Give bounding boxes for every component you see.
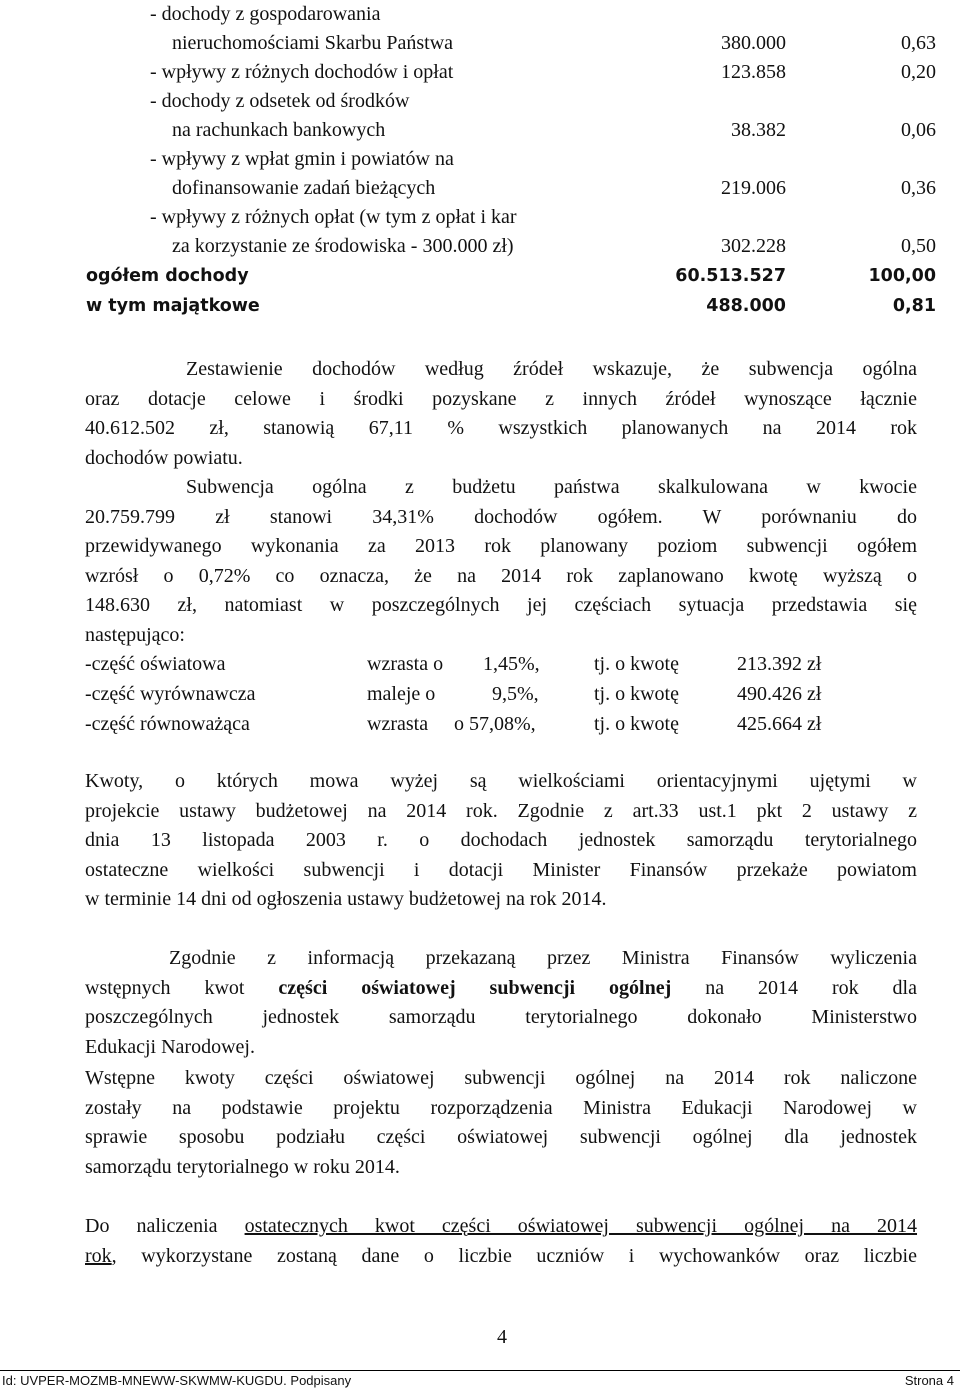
- total-percent: 100,00: [868, 266, 936, 286]
- paragraph-line: przewidywanego wykonania za 2013 rok planowany poziom subwencji ogółem: [85, 535, 917, 557]
- total-label: w tym majątkowe: [86, 296, 260, 316]
- income-item-percent: 0,06: [901, 119, 936, 141]
- paragraph-line: Kwoty, o których mowa wyżej są wielkościami orientacyjnymi ujętymi w: [85, 770, 917, 792]
- paragraph-subsidy: [85, 473, 917, 650]
- paragraph-line: Edukacji Narodowej.: [85, 1035, 255, 1058]
- income-item-percent: 0,36: [901, 177, 936, 199]
- subsidy-part-change: wzrasta: [367, 713, 429, 735]
- paragraph-line: ostateczne wielkości subwencji i dotacji Minister Finansów przekaże powiatom: [85, 858, 917, 881]
- income-item-amount: 219.006: [721, 177, 786, 199]
- income-item-amount: 38.382: [731, 119, 786, 141]
- income-item-label: za korzystanie ze środowiska - 300.000 zł): [172, 235, 514, 257]
- subsidy-part-percent: 1,45%,: [483, 653, 540, 675]
- subsidy-part-tj: tj. o kwotę: [594, 653, 679, 675]
- subsidy-part-amount: 425.664 zł: [737, 713, 822, 735]
- paragraph-final-amounts: [85, 1212, 917, 1271]
- footer-page-label: Strona 4: [904, 1373, 954, 1388]
- paragraph-line: projekcie ustawy budżetowej na 2014 rok. Zgodnie z art.33 ust.1 pkt 2 ustawy z: [85, 799, 917, 822]
- paragraph-line: Zestawienie dochodów według źródeł wskazuje, że subwencja ogólna: [186, 358, 917, 380]
- paragraph-line: dnia 13 listopada 2003 r. o dochodach jednostek samorządu terytorialnego: [85, 829, 917, 851]
- income-item-label: - dochody z gospodarowania: [150, 3, 381, 25]
- subsidy-part-amount: 213.392 zł: [737, 653, 822, 675]
- income-item-label: na rachunkach bankowych: [172, 119, 386, 141]
- income-item-label: nieruchomościami Skarbu Państwa: [172, 32, 454, 54]
- paragraph-line: Wstępne kwoty części oświatowej subwencji ogólnej na 2014 rok naliczone: [85, 1067, 917, 1089]
- document-id: Id: UVPER-MOZMB-MNEWW-SKWMW-KUGDU. Podpisany: [2, 1373, 352, 1388]
- bold-phrase: części oświatowej subwencji ogólnej: [278, 976, 672, 999]
- total-percent: 0,81: [892, 296, 936, 316]
- subsidy-part-change: maleje o: [367, 683, 436, 705]
- underlined-phrase: ostatecznych kwot części oświatowej subwencji ogólnej na 2014: [244, 1215, 918, 1237]
- subsidy-part-tj: tj. o kwotę: [594, 683, 679, 705]
- income-item-percent: 0,63: [901, 32, 936, 54]
- underlined-phrase: rok: [85, 1244, 112, 1267]
- paragraph-line: 20.759.799 zł stanowi 34,31% dochodów ogółem. W porównaniu do: [85, 505, 917, 528]
- income-item-label: - wpływy z różnych opłat (w tym z opłat i kar: [150, 206, 517, 228]
- paragraph-line: Subwencja ogólna z budżetu państwa skalkulowana w kwocie: [186, 476, 917, 498]
- subsidy-part-name: -część oświatowa: [85, 653, 226, 675]
- income-item-percent: 0,20: [901, 61, 936, 83]
- paragraph-ministry-info: [85, 944, 917, 1062]
- income-item-amount: 302.228: [721, 235, 786, 257]
- paragraph-line: następująco:: [85, 623, 185, 646]
- paragraph-line: Zgodnie z informacją przekazaną przez Ministra Finansów wyliczenia: [169, 947, 917, 969]
- subsidy-part-percent: 9,5%,: [492, 683, 539, 705]
- income-item-label: - dochody z odsetek od środków: [150, 90, 410, 112]
- total-amount: 60.513.527: [675, 266, 786, 286]
- paragraph-line: wzrósł o 0,72% co oznacza, że na 2014 rok zaplanowano kwotę wyższą o: [85, 564, 917, 587]
- total-amount: 488.000: [706, 296, 786, 316]
- paragraph-initial-amounts: [85, 1064, 917, 1182]
- paragraph-line: sprawie sposobu podziału części oświatowej subwencji ogólnej dla jednostek: [85, 1126, 917, 1148]
- paragraph-line: zostały na podstawie projektu rozporządzenia Ministra Edukacji Narodowej w: [85, 1096, 917, 1119]
- paragraph-line: w terminie 14 dni od ogłoszenia ustawy budżetowej na rok 2014.: [85, 888, 607, 910]
- paragraph-line: wstępnych kwot części oświatowej subwencji ogólnej na 2014 rok dla: [85, 976, 917, 999]
- paragraph-line: rok, wykorzystane zostaną dane o liczbie uczniów i wychowanków oraz liczbie: [85, 1244, 917, 1267]
- subsidy-part-change: wzrasta o: [367, 653, 444, 675]
- subsidy-part-percent: o 57,08%,: [454, 713, 536, 735]
- income-item-amount: 380.000: [721, 32, 786, 54]
- income-item-label: dofinansowanie zadań bieżących: [172, 177, 436, 199]
- income-item-label: - wpływy z różnych dochodów i opłat: [150, 61, 454, 83]
- paragraph-line: samorządu terytorialnego w roku 2014.: [85, 1155, 400, 1178]
- subsidy-part-name: -część wyrównawcza: [85, 683, 256, 705]
- income-item-percent: 0,50: [901, 235, 936, 257]
- total-label: ogółem dochody: [86, 266, 249, 286]
- subsidy-part-amount: 490.426 zł: [737, 683, 822, 705]
- paragraph-line: 148.630 zł, natomiast w poszczególnych jej częściach sytuacja przedstawia się: [85, 594, 917, 616]
- paragraph-line: oraz dotacje celowe i środki pozyskane z innych źródeł wynoszące łącznie: [85, 387, 917, 410]
- paragraph-line: poszczególnych jednostek samorządu terytorialnego dokonało Ministerstwo: [85, 1006, 917, 1028]
- income-item-label: - wpływy z wpłat gmin i powiatów na: [150, 148, 454, 170]
- subsidy-part-tj: tj. o kwotę: [594, 713, 679, 735]
- paragraph-line: dochodów powiatu.: [85, 446, 243, 469]
- income-item-amount: 123.858: [721, 61, 786, 83]
- paragraph-line: Do naliczenia ostatecznych kwot części oświatowej subwencji ogólnej na 2014: [85, 1215, 918, 1237]
- paragraph-sources: [85, 355, 917, 473]
- subsidy-part-name: -część równoważąca: [85, 713, 250, 735]
- page-number: 4: [497, 1326, 507, 1348]
- paragraph-line: 40.612.502 zł, stanowią 67,11 % wszystkich planowanych na 2014 rok: [85, 417, 917, 439]
- paragraph-estimates: [85, 767, 917, 915]
- signature-footer: [0, 1370, 960, 1392]
